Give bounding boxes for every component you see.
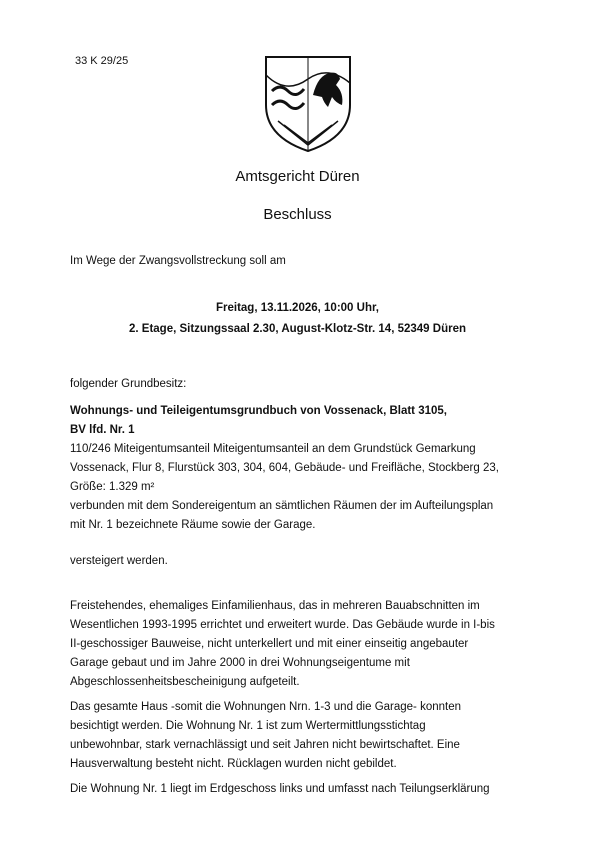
property-line: mit Nr. 1 bezeichnete Räume sowie der Garage. [70,519,316,531]
text-line: Die Wohnung Nr. 1 liegt im Erdgeschoss links und umfasst nach Teilungserklärung [70,783,490,795]
case-number: 33 K 29/25 [75,55,129,67]
text-line: unbewohnbar, stark vernachlässigt und seit Jahren nicht bewirtschaftet. Eine [70,739,460,751]
appointment-location: 2. Etage, Sitzungssaal 2.30, August-Klotz-Str. 14, 52349 Düren [128,323,466,335]
nrw-coat-of-arms-icon [258,45,358,155]
intro-text: Im Wege der Zwangsvollstreckung soll am [70,255,286,267]
text-line: Wesentlichen 1993-1995 errichtet und erweitert wurde. Das Gebäude wurde in I-bis [70,619,495,631]
court-name: Amtsgericht Düren [235,168,360,185]
property-line: verbunden mit dem Sondereigentum an sämtlichen Räumen der im Aufteilungsplan [70,500,494,512]
description-paragraph-3 [70,780,530,799]
description-paragraph-2 [70,698,530,774]
text-line: Das gesamte Haus -somit die Wohnungen Nrn. 1-3 und die Garage- konnten [70,701,462,713]
property-intro: folgender Grundbesitz: [70,378,187,390]
description-paragraph-1 [70,597,530,692]
property-bv: BV lfd. Nr. 1 [70,424,135,436]
auction-verb: versteigert werden. [70,555,168,567]
property-line: Größe: 1.329 m² [70,481,155,493]
property-line: Vossenack, Flur 8, Flurstück 303, 304, 604, Gebäude- und Freifläche, Stockberg 23, [70,462,499,474]
text-line: Freistehendes, ehemaliges Einfamilienhaus, das in mehreren Bauabschnitten im [70,600,480,612]
appointment-datetime: Freitag, 13.11.2026, 10:00 Uhr, [215,302,380,314]
page-title: Beschluss [263,206,332,223]
text-line: Hausverwaltung besteht nicht. Rücklagen wurden nicht gebildet. [70,758,397,770]
text-line: besichtigt werden. Die Wohnung Nr. 1 ist zum Wertermittlungsstichtag [70,720,426,732]
property-line: 110/246 Miteigentumsanteil Miteigentumsanteil an dem Grundstück Gemarkung [70,443,476,455]
text-line: II-geschossiger Bauweise, nicht unterkellert und mit einer einseitig angebauter [70,638,469,650]
property-register: Wohnungs- und Teileigentumsgrundbuch von Vossenack, Blatt 3105, [70,405,447,417]
text-line: Abgeschlossenheitsbescheinigung aufgeteilt. [70,676,300,688]
text-line: Garage gebaut und im Jahre 2000 in drei Wohnungseigentume mit [70,657,410,669]
